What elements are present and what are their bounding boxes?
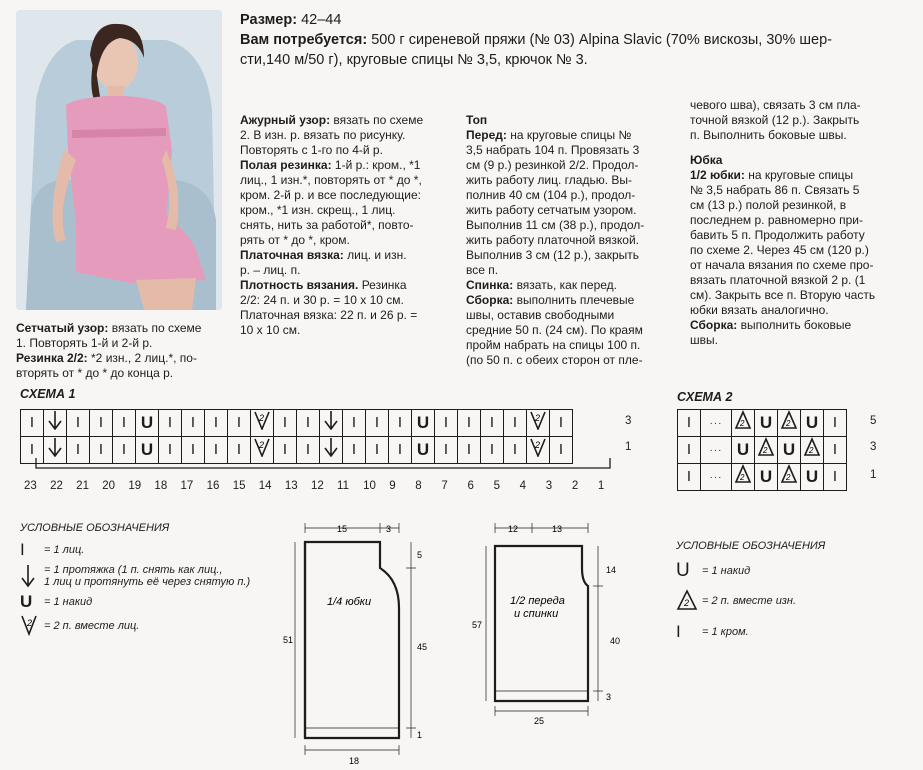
front-line: 3,5 набрать 104 п. Провязать 3 (466, 143, 640, 157)
skirt-bottom-width: 18 (349, 756, 360, 766)
half-skirt-line: бавить 5 п. Продолжить работу (690, 228, 865, 242)
scheme2-row-1: 1 (870, 469, 877, 481)
legend-slip: = 1 протяжка (1 п. снять как лиц., (44, 564, 223, 576)
half-skirt-line: юбки вязать аналогично. (690, 303, 829, 317)
scheme1-cell: I (90, 410, 113, 437)
scheme1-cell: I (182, 437, 205, 464)
scheme2-cell: I (678, 464, 701, 491)
front-line: все п. (466, 263, 499, 277)
scheme2-cell: U (732, 437, 755, 464)
scheme2-cell: I (824, 410, 847, 437)
garter-line: лиц. и изн. (347, 248, 407, 262)
scheme1-cell: I (113, 437, 136, 464)
skirt-diagram (275, 518, 445, 770)
skirt-height: 51 (283, 635, 294, 645)
front-line: на круговые спицы № (510, 128, 632, 142)
legend-k2tog: = 2 п. вместе лиц. (44, 620, 140, 632)
assembly-line: швы, оставив свободными (466, 308, 615, 322)
scheme1-col-number: 21 (76, 480, 89, 492)
scheme2-cell: U (755, 410, 778, 437)
scheme2-cell: I (678, 437, 701, 464)
cont-line: чевого шва), связать 3 см пла- (690, 98, 861, 112)
model-photo (16, 10, 222, 310)
legend-yo: = 1 накид (44, 596, 93, 608)
top-top-left: 12 (508, 524, 519, 534)
scheme2-cell: I (678, 410, 701, 437)
scheme2-row (678, 464, 847, 491)
scheme1-cell (251, 410, 274, 437)
scheme1-cell: I (228, 437, 251, 464)
scheme1-grid (20, 409, 573, 464)
scheme1-cell: I (67, 437, 90, 464)
front-line: см (9 р.) резинкой 2/2. Продол- (466, 158, 639, 172)
density-line: 10 х 10 см. (240, 323, 301, 337)
yarn-over-icon: U (20, 592, 33, 611)
skirt-right-bottom: 1 (417, 730, 423, 740)
legend2-edge: = 1 кром. (702, 626, 749, 638)
cont-line: п. Выполнить боковые швы. (690, 128, 847, 142)
scheme2-row-5: 5 (870, 415, 877, 427)
svg-text:2: 2 (740, 419, 745, 428)
scheme2-cell: U (801, 410, 824, 437)
scheme1-cell: I (481, 410, 504, 437)
top-diagram (462, 518, 632, 728)
edge-stitch-icon: I (676, 622, 681, 641)
legend1 (20, 522, 260, 639)
scheme1-col-number: 7 (441, 480, 448, 492)
legend-slip-cont: 1 лиц и протянуть её через снятую п.) (44, 576, 251, 588)
header-block (240, 10, 920, 70)
scheme1-col-number: 1 (597, 480, 605, 492)
assembly-line: (по 50 п. с обеих сторон от пле- (466, 353, 643, 367)
skirt-title: Юбка (690, 153, 723, 167)
lace-label: Ажурный узор: (240, 113, 331, 127)
density-line: Платочная вязка: 22 п. и 26 р. = (240, 308, 418, 322)
scheme2-title: СХЕМА 2 (677, 390, 733, 404)
k2tog-icon (20, 614, 44, 639)
scheme1-cell: I (366, 437, 389, 464)
scheme1-title: СХЕМА 1 (20, 387, 76, 401)
size-label: Размер: (240, 12, 298, 28)
scheme2-cell: ··· (701, 410, 732, 437)
assembly-line: выполнить плечевые (516, 293, 635, 307)
svg-text:2: 2 (535, 440, 541, 450)
svg-text:2: 2 (786, 419, 791, 428)
half-rib-line: снять, нить за работой*, повто- (240, 218, 414, 232)
rib-label: Резинка 2/2: (16, 351, 88, 365)
net-pattern-text-cont: 1. Повторять 1-й и 2-й р. (16, 336, 153, 350)
lace-line: 2. В изн. р. вязать по рисунку. (240, 128, 406, 142)
need-label: Вам потребуется: (240, 32, 368, 48)
scheme1-col-number: 15 (232, 480, 246, 492)
scheme1-col-number: 14 (258, 480, 272, 492)
garter-label: Платочная вязка: (240, 248, 344, 262)
column-top (466, 113, 676, 368)
front-line: жить работу сетчатым узором. (466, 203, 637, 217)
assembly-line: пройм набрать на спицы 100 п. (466, 338, 641, 352)
skirt-assembly-line: выполнить боковые (740, 318, 852, 332)
scheme1-cell (320, 410, 343, 437)
scheme1-cell: U (136, 410, 159, 437)
lace-line: Повторять с 1-го по 4-й р. (240, 143, 383, 157)
legend2-p2tog: = 2 п. вместе изн. (702, 595, 797, 607)
scheme1-col-number: 19 (128, 480, 142, 492)
rib-text-cont: вторять от * до * до конца р. (16, 366, 174, 380)
scheme1-cell: U (136, 437, 159, 464)
scheme1-cell (44, 410, 67, 437)
front-line: жить работу лиц. гладью. Вы- (466, 173, 632, 187)
scheme1-cell: I (366, 410, 389, 437)
half-rib-line: кром. 2-й р. и все последующие: (240, 188, 422, 202)
top-title: Топ (466, 113, 488, 127)
density-line: Резинка (361, 278, 407, 292)
top-right-mid: 40 (610, 636, 621, 646)
assembly-line: средние 50 п. (24 см). По краям (466, 323, 643, 337)
half-skirt-line: № 3,5 набрать 86 п. Связать 5 (690, 183, 860, 197)
photo-caption (16, 321, 228, 381)
svg-text:2: 2 (684, 597, 690, 608)
scheme1-cell: I (67, 410, 90, 437)
scheme1-col-number: 11 (337, 480, 349, 492)
need-text-cont: сти,140 м/50 г), круговые спицы № 3,5, крючок № 3. (240, 52, 588, 68)
scheme1-cell: I (205, 410, 228, 437)
top-right-bottom: 3 (606, 692, 612, 702)
scheme1-cell: I (228, 410, 251, 437)
scheme2-cell (732, 464, 755, 491)
knit-symbol-icon: I (20, 540, 25, 559)
scheme2-row-3: 3 (870, 441, 877, 453)
scheme1-cell: I (435, 437, 458, 464)
half-rib-line: рять от * до *, кром. (240, 233, 350, 247)
legend2-yo: = 1 накид (702, 565, 751, 577)
half-rib-line: 1-й р.: кром., *1 (334, 158, 421, 172)
scheme1-col-number: 5 (493, 480, 500, 492)
skirt-top-width: 15 (337, 524, 348, 534)
scheme2-row (678, 410, 847, 437)
scheme1-row (21, 410, 573, 437)
scheme2-cell: I (824, 464, 847, 491)
scheme1-cell: I (159, 437, 182, 464)
top-top-right: 13 (552, 524, 563, 534)
skirt-right-top: 5 (417, 550, 423, 560)
scheme1-cell: I (550, 437, 573, 464)
scheme1-cell (527, 410, 550, 437)
half-skirt-line: на круговые спицы (748, 168, 854, 182)
scheme1-cell: I (205, 437, 228, 464)
scheme1-cell: I (504, 437, 527, 464)
scheme1-col-number: 13 (284, 480, 298, 492)
scheme1-cell: I (182, 410, 205, 437)
half-rib-label: Полая резинка: (240, 158, 332, 172)
scheme1-col-number: 22 (50, 480, 63, 492)
skirt-outline (305, 542, 399, 738)
scheme1-col-number: 17 (180, 480, 194, 492)
back-label: Спинка: (466, 278, 514, 292)
scheme1-cell: I (297, 437, 320, 464)
top-label-2: и спинки (514, 608, 559, 620)
rib-text: *2 изн., 2 лиц.*, по- (91, 351, 197, 365)
svg-text:2: 2 (259, 440, 265, 450)
legend2-title: УСЛОВНЫЕ ОБОЗНАЧЕНИЯ (676, 540, 826, 552)
scheme1-col-number: 10 (363, 480, 376, 492)
scheme1-col-number: 3 (545, 480, 553, 492)
legend2 (676, 540, 916, 646)
scheme2-table (677, 409, 847, 491)
front-label: Перед: (466, 128, 507, 142)
svg-text:2: 2 (259, 413, 265, 423)
scheme2-cell: U (801, 464, 824, 491)
scheme2-cell: ··· (701, 464, 732, 491)
density-line: 2/2: 24 п. и 30 р. = 10 х 10 см. (240, 293, 404, 307)
density-label: Плотность вязания. (240, 278, 359, 292)
front-line: Выполнив 11 см (38 р.), продол- (466, 218, 645, 232)
skirt-label: 1/4 юбки (327, 596, 372, 608)
scheme2-cell: I (824, 437, 847, 464)
scheme1-cell: I (458, 410, 481, 437)
scheme1-cell: I (343, 410, 366, 437)
scheme1-cell: I (274, 410, 297, 437)
scheme2-grid (677, 409, 847, 491)
scheme1-cell: I (481, 437, 504, 464)
skirt-assembly-label: Сборка: (690, 318, 738, 332)
svg-text:2: 2 (809, 446, 814, 455)
scheme2-cell: U (755, 464, 778, 491)
skirt-assembly-line: швы. (690, 333, 718, 347)
top-outline (495, 546, 588, 701)
scheme1-cell: I (389, 410, 412, 437)
size-value: 42–44 (301, 12, 342, 28)
net-pattern-label: Сетчатый узор: (16, 321, 109, 335)
p2tog-icon (676, 589, 702, 614)
half-skirt-line: от начала вязания по схеме про- (690, 258, 874, 272)
half-skirt-label: 1/2 юбки: (690, 168, 745, 182)
half-rib-line: кром., *1 изн. скрещ., 1 лиц. (240, 203, 396, 217)
scheme1-col-number: 9 (389, 480, 396, 492)
scheme1-cell: I (90, 437, 113, 464)
front-line: Выполнив 3 см (12 р.), закрыть (466, 248, 639, 262)
legend1-title: УСЛОВНЫЕ ОБОЗНАЧЕНИЯ (20, 522, 170, 534)
scheme1-cell: I (159, 410, 182, 437)
svg-text:2: 2 (786, 473, 791, 482)
lace-line: вязать по схеме (333, 113, 424, 127)
scheme1-row-3: 3 (625, 415, 632, 427)
scheme2-cell (778, 464, 801, 491)
scheme1-cell: I (458, 437, 481, 464)
scheme1-col-number: 8 (415, 480, 422, 492)
scheme1-table (20, 409, 573, 464)
scheme1-column-numbers (20, 480, 620, 496)
scheme1-cell: I (21, 437, 44, 464)
top-height: 57 (472, 620, 483, 630)
scheme1-col-number: 20 (102, 480, 116, 492)
back-line: вязать, как перед. (516, 278, 617, 292)
scheme1-cell: I (274, 437, 297, 464)
half-skirt-line: вязать платочной вязкой 2 р. (1 (690, 273, 866, 287)
svg-text:2: 2 (535, 413, 541, 423)
scheme1-col-number: 6 (467, 480, 474, 492)
cont-line: точной вязкой (12 р.). Закрыть (690, 113, 860, 127)
scheme1-repeat-bracket (20, 458, 620, 472)
k2tog-two: 2 (27, 617, 33, 628)
need-text: 500 г сиреневой пряжи (№ 03) Alpina Slavic (70% вискозы, 30% шер- (371, 32, 832, 48)
yarn-over-icon: U (676, 560, 690, 581)
scheme1-cell: U (412, 410, 435, 437)
scheme1-cell: I (389, 437, 412, 464)
half-skirt-line: см (13 р.) полой резинкой, в (690, 198, 847, 212)
scheme2-cell (778, 410, 801, 437)
scheme1-col-number: 4 (519, 480, 527, 492)
garter-line: р. – лиц. п. (240, 263, 301, 277)
scheme1-col-number: 12 (310, 480, 324, 492)
scheme2-row (678, 437, 847, 464)
half-skirt-line: последнем р. равномерно при- (690, 213, 863, 227)
net-pattern-text: вязать по схеме (111, 321, 202, 335)
scheme2-cell (732, 410, 755, 437)
scheme2-cell: U (778, 437, 801, 464)
front-line: полнив 40 см (104 р.), продол- (466, 188, 636, 202)
half-skirt-line: см). Закрыть все п. Вторую часть (690, 288, 876, 302)
scheme2-cell (801, 437, 824, 464)
top-bottom-width: 25 (534, 716, 545, 726)
scheme1-col-number: 2 (571, 480, 579, 492)
scheme1-cell: I (550, 410, 573, 437)
scheme1-cell: I (297, 410, 320, 437)
scheme2-cell (755, 437, 778, 464)
assembly-label: Сборка: (466, 293, 514, 307)
top-right-top: 14 (606, 565, 617, 575)
column-skirt (690, 98, 902, 348)
scheme1-cell: I (343, 437, 366, 464)
legend-knit: = 1 лиц. (44, 544, 85, 556)
top-label-1: 1/2 переда (510, 595, 565, 607)
scheme1-col-number: 18 (154, 480, 168, 492)
svg-text:2: 2 (740, 473, 745, 482)
slip-arrow-icon (20, 564, 44, 591)
front-line: жить работу платочной вязкой. (466, 233, 640, 247)
column-lace (240, 113, 452, 338)
svg-text:2: 2 (763, 446, 768, 455)
half-rib-line: лиц., 1 изн.*, повторять от * до *, (240, 173, 422, 187)
skirt-top-small: 3 (386, 524, 392, 534)
scheme1-cell: I (113, 410, 136, 437)
scheme1-row-1: 1 (625, 441, 632, 453)
scheme2-cell: ··· (701, 437, 732, 464)
skirt-right-mid: 45 (417, 642, 428, 652)
scheme1-col-number: 16 (206, 480, 220, 492)
scheme1-cell: I (504, 410, 527, 437)
scheme1-col-number: 23 (24, 480, 37, 492)
half-skirt-line: по схеме 2. Через 45 см (120 р.) (690, 243, 869, 257)
scheme1-cell: I (435, 410, 458, 437)
scheme1-cell: I (21, 410, 44, 437)
scheme1-cell: U (412, 437, 435, 464)
